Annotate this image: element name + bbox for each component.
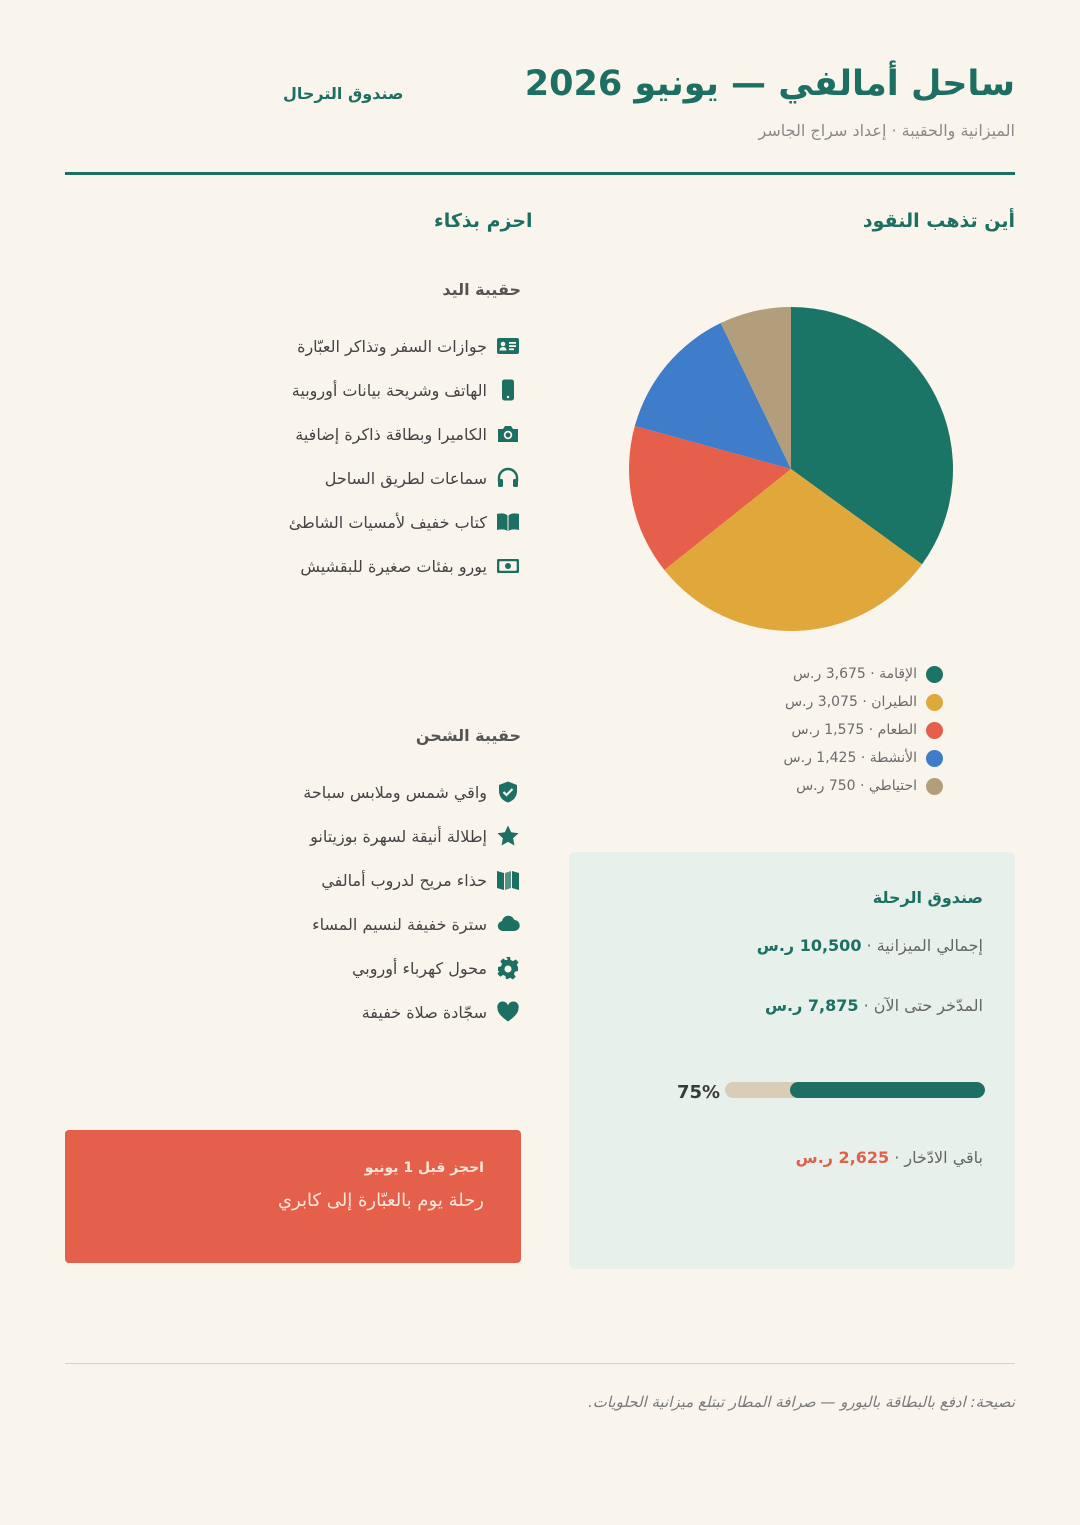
hand-bag-item-label: سماعات لطريق الساحل xyxy=(324,468,487,488)
legend-entry xyxy=(663,688,943,716)
hand-bag-item xyxy=(61,544,521,588)
map-icon xyxy=(495,867,521,893)
fund-remaining-row xyxy=(796,1148,983,1167)
hand-bag-item-label: يورو بفئات صغيرة للبقشيش xyxy=(300,556,487,576)
savings-progress-bar xyxy=(725,1082,985,1098)
legend-swatch xyxy=(926,694,943,711)
checked-bag-item xyxy=(61,990,521,1034)
page-title: ساحل أمالفي — يونيو 2026 xyxy=(524,64,1015,104)
fund-total-value: 10,500 ر.س xyxy=(756,936,862,955)
footer-tip: نصيحة: ادفع بالبطاقة باليورو — صرافة المطار تبتلع ميزانية الحلويات. xyxy=(587,1393,1015,1411)
legend-swatch xyxy=(926,750,943,767)
hand-bag-item xyxy=(61,500,521,544)
legend-swatch xyxy=(926,778,943,795)
banner-text: رحلة يوم بالعبّارة إلى كابري xyxy=(277,1190,484,1211)
footer-divider xyxy=(65,1363,1015,1364)
hand-bag-item-label: جوازات السفر وتذاكر العبّارة xyxy=(297,336,487,356)
legend-label: الطيران · 3,075 ر.س xyxy=(785,694,917,710)
money-heading: أين تذهب النقود xyxy=(862,210,1015,232)
checked-bag-item xyxy=(61,858,521,902)
checked-bag-title: حقيبة الشحن xyxy=(415,726,521,745)
fund-title: صندوق الرحلة xyxy=(872,888,983,907)
hand-bag-item-label: الكاميرا وبطاقة ذاكرة إضافية xyxy=(295,424,487,444)
gear-icon xyxy=(495,955,521,981)
fund-total-label: إجمالي الميزانية · xyxy=(861,936,983,955)
legend-label: الإقامة · 3,675 ر.س xyxy=(792,666,917,682)
savings-progress-fill xyxy=(790,1082,985,1098)
page-subtitle: الميزانية والحقيبة · إعداد سراج الجاسر xyxy=(758,121,1015,140)
header-divider xyxy=(65,172,1015,175)
camera-icon xyxy=(495,421,521,447)
checked-bag-item-label: إطلالة أنيقة لسهرة بوزيتانو xyxy=(310,826,487,846)
hand-bag-item-label: الهاتف وشريحة بيانات أوروبية xyxy=(291,380,487,400)
fund-remaining-label: باقي الادّخار · xyxy=(889,1148,983,1167)
fund-saved-row xyxy=(765,996,983,1015)
cash-icon xyxy=(495,553,521,579)
legend-label: احتياطي · 750 ر.س xyxy=(796,778,917,794)
fund-remaining-value: 2,625 ر.س xyxy=(795,1148,890,1167)
cloud-icon xyxy=(495,911,521,937)
legend-entry xyxy=(663,772,943,800)
packing-heading: احزم بذكاء xyxy=(434,210,533,232)
phone-icon xyxy=(495,377,521,403)
budget-pie-chart xyxy=(626,304,956,634)
checked-bag-item xyxy=(61,946,521,990)
checked-bag-item-label: واقي شمس وملابس سباحة xyxy=(303,782,487,802)
star-icon xyxy=(495,823,521,849)
checked-bag-item-label: محول كهرباء أوروبي xyxy=(351,958,487,978)
savings-percent: 75% xyxy=(677,1082,721,1103)
legend-label: الطعام · 1,575 ر.س xyxy=(791,722,917,738)
id-card-icon xyxy=(495,333,521,359)
pie-legend xyxy=(663,660,943,800)
fund-total-row xyxy=(757,936,983,955)
hand-bag-item xyxy=(61,412,521,456)
fund-saved-label: المدّخر حتى الآن · xyxy=(858,996,983,1015)
hand-bag-item xyxy=(61,368,521,412)
legend-label: الأنشطة · 1,425 ر.س xyxy=(783,750,917,766)
book-icon xyxy=(495,509,521,535)
checked-bag-item-label: حذاء مريح لدروب أمالفي xyxy=(321,870,487,890)
hand-bag-title: حقيبة اليد xyxy=(442,280,521,299)
hand-bag-item xyxy=(61,456,521,500)
hand-bag-list xyxy=(61,280,521,588)
legend-entry xyxy=(663,660,943,688)
trip-fund-card xyxy=(569,852,1015,1269)
shield-icon xyxy=(495,779,521,805)
brand-label: صندوق الترحال xyxy=(283,84,404,103)
legend-entry xyxy=(663,744,943,772)
checked-bag-item xyxy=(61,902,521,946)
booking-banner xyxy=(65,1130,521,1263)
legend-entry xyxy=(663,716,943,744)
checked-bag-item xyxy=(61,814,521,858)
fund-saved-value: 7,875 ر.س xyxy=(764,996,859,1015)
hand-bag-item xyxy=(61,324,521,368)
checked-bag-item-label: سترة خفيفة لنسيم المساء xyxy=(312,914,487,934)
checked-bag-item-label: سجّادة صلاة خفيفة xyxy=(361,1002,487,1022)
hand-bag-item-label: كتاب خفيف لأمسيات الشاطئ xyxy=(288,512,487,532)
checked-bag-item xyxy=(61,770,521,814)
legend-swatch xyxy=(926,666,943,683)
headphones-icon xyxy=(495,465,521,491)
legend-swatch xyxy=(926,722,943,739)
banner-kicker: احجز قبل 1 يونيو xyxy=(364,1160,484,1176)
checked-bag-list xyxy=(61,726,521,1034)
heart-icon xyxy=(495,999,521,1025)
